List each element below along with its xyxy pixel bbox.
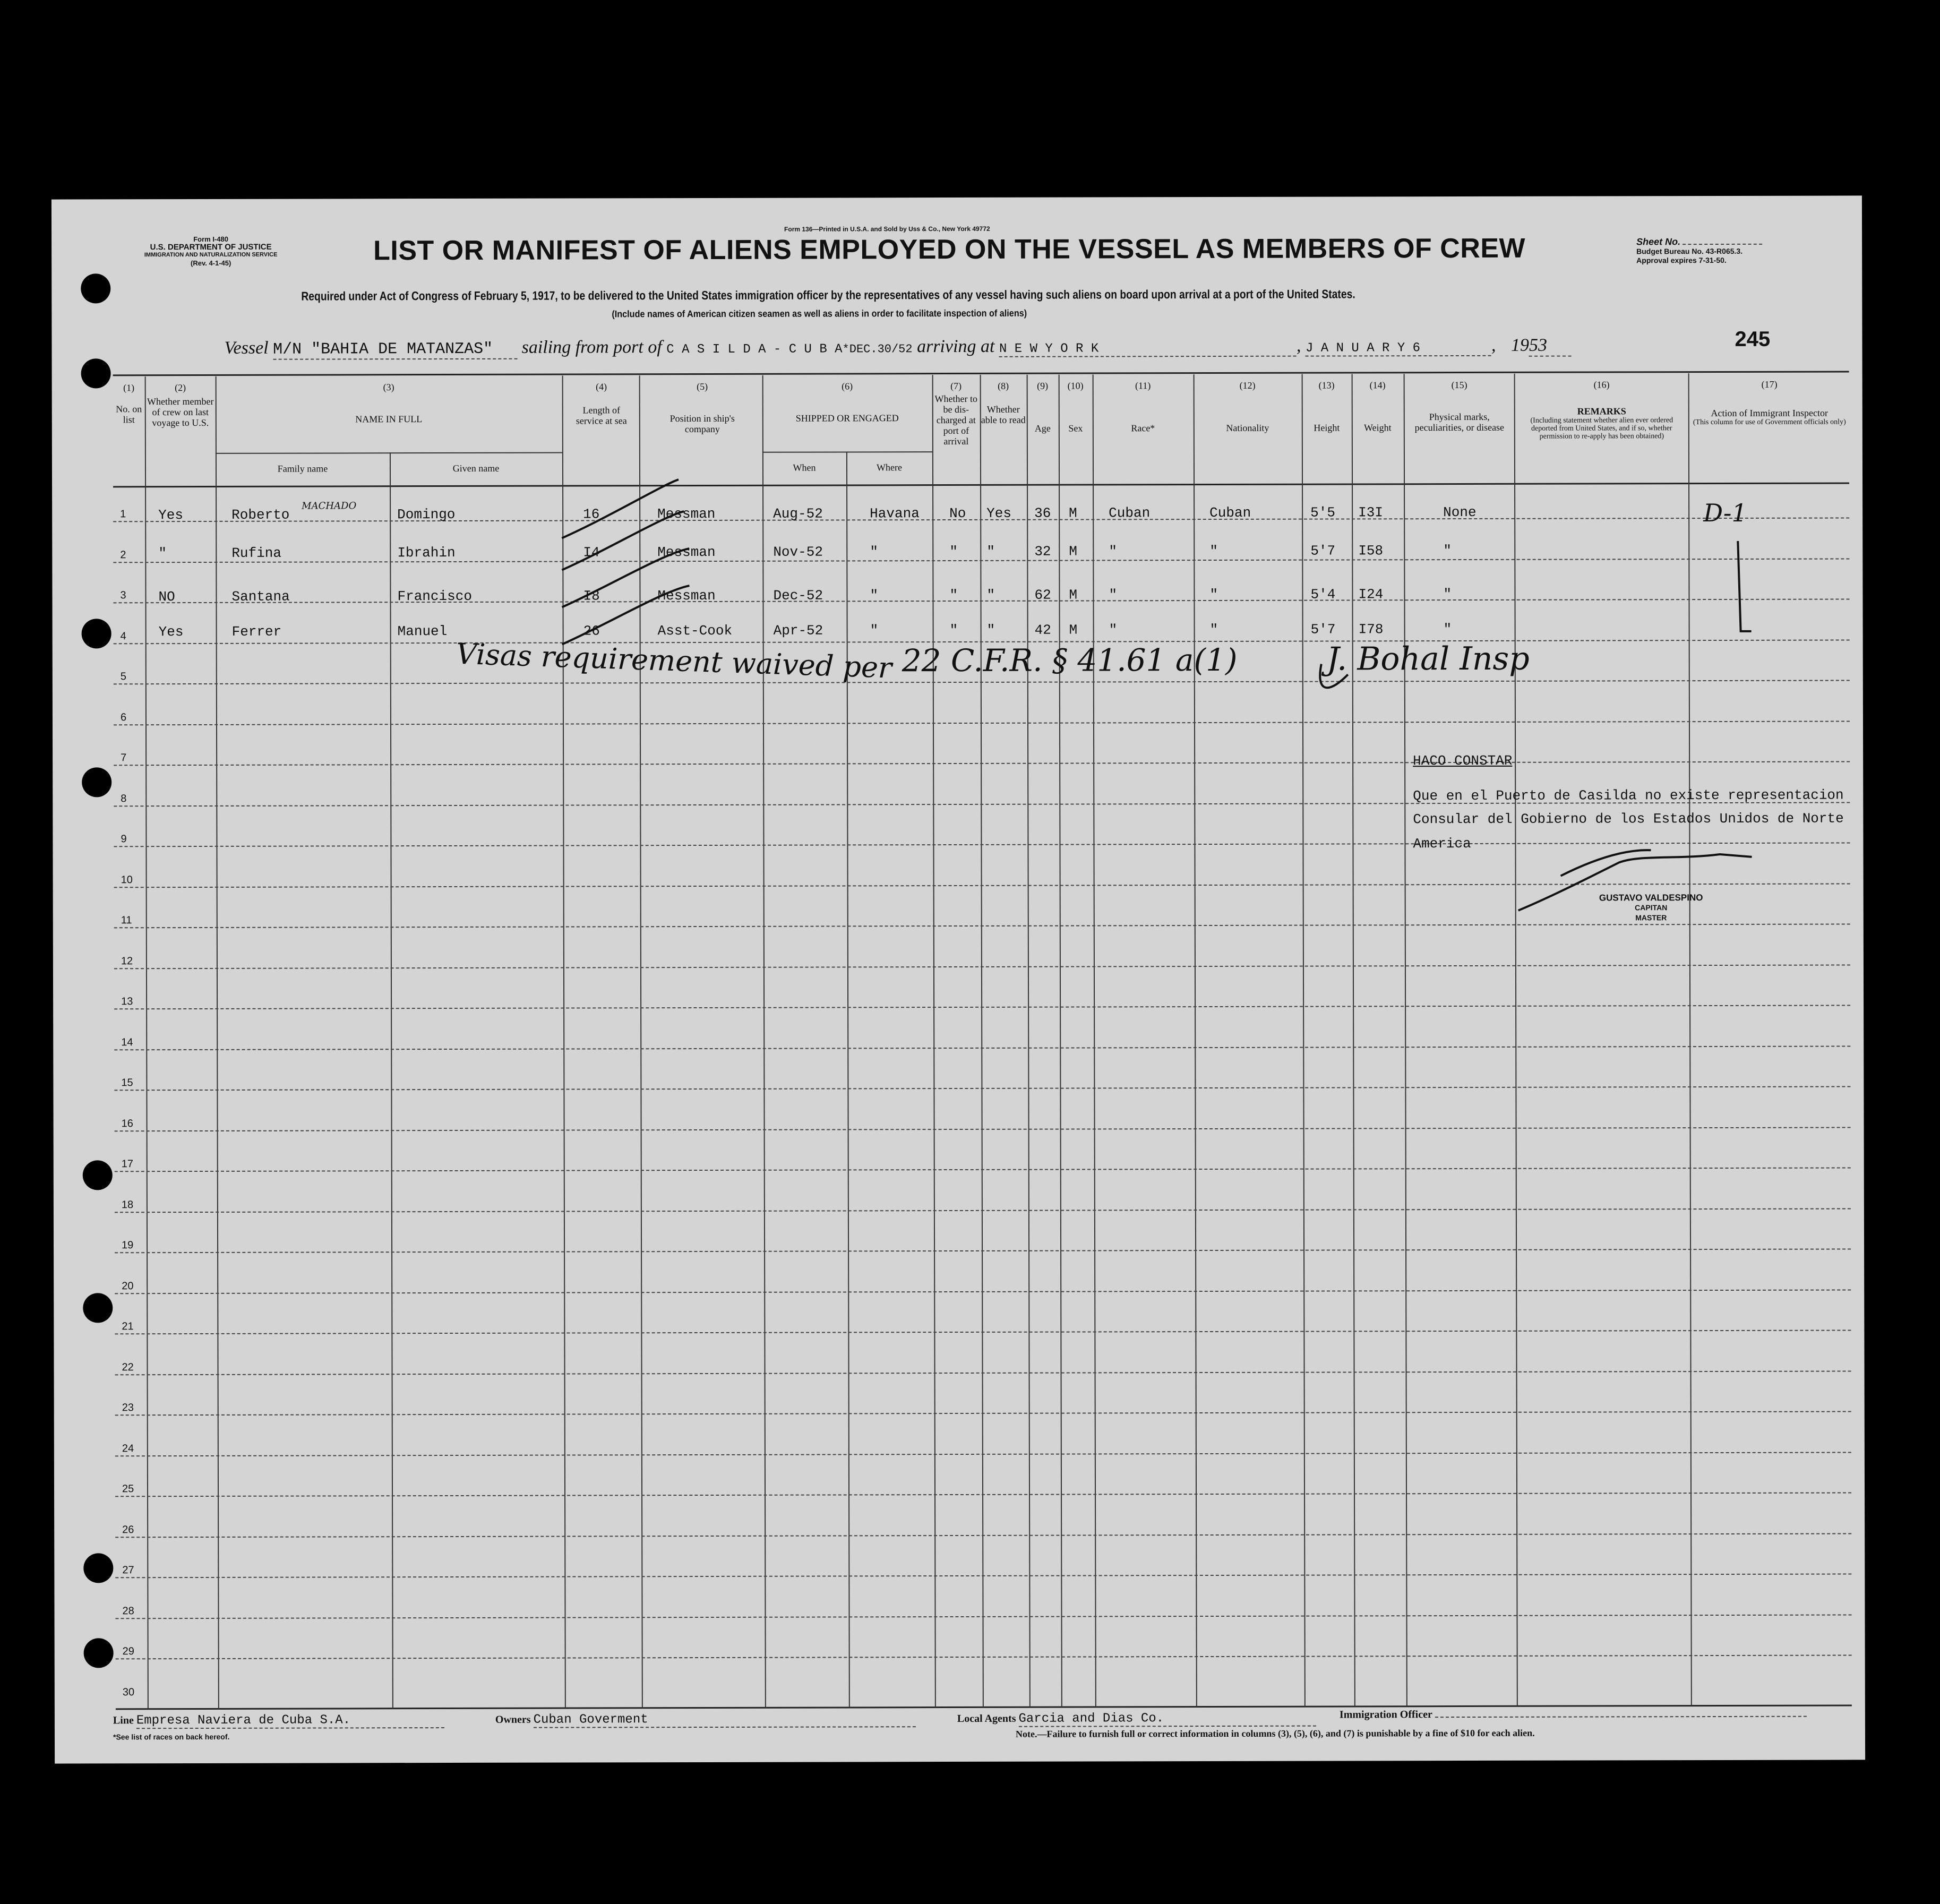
year-prefix: 19 [1510,335,1530,355]
crew-height: 5'4 [1310,586,1336,603]
col-4-header: (4) Length of service at sea [576,381,627,426]
col-9-header: (9) Age [1034,380,1051,434]
officer-label: Immigration Officer [1339,1709,1432,1721]
crew-weight: I58 [1358,543,1384,559]
races-note: *See list of races on back hereof. [113,1732,230,1742]
date-note: *DEC.30/52 [842,342,913,356]
crew-race: " [1109,622,1118,638]
crew-marks: " [1443,586,1452,603]
row-number: 6 [120,711,127,723]
row-number: 17 [121,1158,133,1170]
consular-line-1: Que en el Puerto de Casilda no existe representacion [1413,787,1844,804]
row-number: 10 [121,873,133,886]
where-header: Where [876,462,902,473]
col-15-header: (15) Physical marks, peculiarities, or disease [1414,379,1505,433]
page-number: 245 [1735,327,1771,351]
crew-service: I8 [583,588,600,604]
service: IMMIGRATION AND NATURALIZATION SERVICE [144,251,278,259]
arrival-date: J A N U A R Y 6 [1306,341,1491,357]
arriving-port: N E W Y O R K [999,341,1297,357]
crew-read: " [986,587,995,603]
crew-sex: M [1069,543,1077,560]
row-number: 12 [121,955,133,967]
page-title: LIST OR MANIFEST OF ALIENS EMPLOYED ON THE VESSEL AS MEMBERS OF CREW [373,233,1526,267]
row-number: 9 [121,833,127,845]
crew-nationality: " [1209,621,1218,638]
crew-weight: I24 [1358,586,1384,603]
col-1-header: (1) No. on list [116,382,142,425]
col-6-header: (6) SHIPPED OR ENGAGED [795,381,899,424]
row-number: 27 [122,1564,134,1576]
crew-service: 16 [583,506,600,522]
crew-nationality: Cuban [1209,504,1251,521]
crew-when: Nov-52 [773,544,823,560]
revision: (Rev. 4-1-45) [190,259,231,268]
stamp-title: CAPITAN [1635,903,1668,912]
col-10-header: (10) Sex [1067,380,1084,434]
crew-family: Rufina [231,545,281,561]
crew-age: 42 [1034,622,1051,638]
crew-given: Ibrahin [397,544,456,561]
crew-marks: None [1443,504,1477,521]
crew-race: Cuban [1109,505,1151,521]
crew-race: " [1109,543,1117,560]
waiver-text: Visas requirement waived per [455,637,892,685]
owners-value: Cuban Goverment [534,1712,916,1728]
row-number: 3 [120,589,126,602]
stamp-sub: MASTER [1635,913,1667,922]
crew-marks: " [1443,543,1452,559]
crew-where: " [870,544,878,560]
captain-signature [1518,854,1752,911]
footer-owners-field [495,1712,916,1728]
row-number: 4 [120,630,126,642]
crew-age: 36 [1034,505,1051,521]
manifest-sheet [51,195,1865,1763]
ink-marks [51,195,1865,1763]
crew-age: 32 [1034,543,1051,560]
crew-age: 62 [1034,587,1051,603]
row-number: 19 [122,1239,134,1251]
row-number: 20 [122,1280,134,1292]
crew-family: Ferrer [231,623,282,640]
col-2-header: (2) Whether member of crew on last voyage to U.S. [147,382,214,428]
department: U.S. DEPARTMENT OF JUSTICE [150,242,272,252]
vessel-name: M/N "BAHIA DE MATANZAS" [273,340,517,360]
crew-given: Domingo [397,506,456,523]
crew-where: " [870,622,879,639]
vessel-label: Vessel [224,338,269,358]
crew-when: Apr-52 [773,622,823,639]
crew-weight: I78 [1358,621,1384,638]
include-text: (Include names of American citizen seamen as well as aliens in order to facilitate inspection of aliens) [612,307,1027,320]
consular-line-3: America [1413,835,1471,852]
row-number: 13 [121,996,133,1008]
footer-officer-field [1340,1708,1807,1721]
crew-when: Dec-52 [773,587,823,604]
row-number: 16 [121,1117,133,1129]
sailing-port: C A S I L D A - C U B A [666,342,843,357]
row-number: 7 [121,752,127,764]
crew-sex: M [1069,622,1078,638]
crew-read: " [986,543,995,560]
row-number: 15 [121,1077,133,1089]
row-number: 21 [122,1320,134,1333]
crew-position: Asst-Cook [657,622,733,639]
row-number: 2 [120,548,126,561]
form-number: Form I-480 [193,235,228,244]
year: 53 [1529,336,1572,357]
budget-bureau: Budget Bureau No. 43-R065.3. [1636,246,1743,256]
footer-line-field [113,1713,444,1729]
col-8-header: (8) Whether able to read [981,380,1026,425]
line-label: Line [113,1714,134,1727]
inspector-loop [1320,664,1348,688]
row-number: 24 [122,1442,134,1454]
row-number: 26 [122,1523,134,1536]
action-mark: D-1 [1703,498,1747,528]
crew-read: " [986,622,995,638]
crew-read: Yes [986,505,1012,521]
crew-position: Messman [657,505,716,522]
crew-when: Aug-52 [773,505,823,522]
row-number: 22 [122,1361,134,1373]
service-strike-3 [562,548,689,607]
crew-nationality: " [1209,586,1218,603]
crew-discharged: No [949,505,966,522]
col-12-header: (12) Nationality [1226,380,1269,433]
row-number: 5 [120,671,126,683]
crew-last-voyage: Yes [158,507,184,524]
row-number: 14 [121,1036,133,1048]
row-number: 28 [122,1605,134,1617]
crew-family-note: MACHADO [302,500,357,512]
crew-race: " [1109,587,1118,603]
crew-last-voyage: Yes [158,624,184,640]
crew-service: 26 [583,623,600,639]
service-strike-2 [562,511,684,570]
crew-height: 5'7 [1310,621,1336,638]
agents-value: Garcia and Dias Co. [1018,1711,1316,1727]
col-13-header: (13) Height [1314,380,1340,433]
crew-height: 5'7 [1310,543,1336,559]
action-bracket [1738,541,1751,631]
given-name-header: Given name [452,462,500,474]
row-number: 8 [121,792,127,804]
stamp-name: GUSTAVO VALDESPINO [1599,893,1703,903]
crew-where: Havana [870,505,920,522]
crew-marks: " [1443,621,1452,638]
crew-family: Roberto [231,507,290,523]
row-number: 30 [122,1686,135,1698]
col-11-header: (11) Race* [1131,380,1155,434]
crew-family: Santana [231,588,290,605]
crew-last-voyage: " [158,545,167,562]
sheet-no-label: Sheet No. [1636,236,1681,247]
vessel-line: Vessel M/N "BAHIA DE MATANZAS" sailing from port of C A S I L D A - C U B A*DEC.30/52 arriving at N E W Y O R K , J A N U A R Y 6 , 1953 [224,335,1817,360]
required-text: Required under Act of Congress of February 5, 1917, to be delivered to the United States immigration officer by the representatives of any vessel having such aliens on board upon arrival at a port of the United States. [301,287,1355,303]
col-7-header: (7) Whether to be dis-charged at port of arrival [934,380,977,447]
approval-date: Approval expires 7-31-50. [1636,255,1727,265]
row-number: 18 [121,1198,134,1211]
crew-position: Messman [657,544,716,561]
crew-discharged: " [949,544,958,560]
line-value: Empresa Naviera de Cuba S.A. [136,1713,444,1729]
owners-label: Owners [495,1713,531,1726]
col-14-header: (14) Weight [1364,380,1392,433]
arriving-label: arriving at [917,336,995,357]
crew-sex: M [1069,587,1078,603]
col-5-header: (5) Position in ship's company [669,381,735,435]
crew-given: Manuel [397,623,448,640]
agents-label: Local Agents [957,1712,1016,1725]
col-3-header: (3) NAME IN FULL [355,382,423,425]
captain-signature-stroke [1560,850,1651,876]
service-strike-4 [562,586,689,645]
crew-discharged: " [949,587,958,604]
cfr-citation: 22 C.F.R. § 41.61 a(1) [902,641,1238,679]
service-strike-1 [562,479,679,538]
sailing-label: sailing from port of [521,337,662,357]
crew-height: 5'5 [1310,504,1336,521]
col-16-header: (16) REMARKS (Including statement whether alien ever ordered deported from United States, and if so, whether permission to re-apply has been obtained) [1530,379,1673,441]
consular-line-2: Consular del Gobierno de los Estados Unidos de Norte [1413,810,1844,828]
crew-weight: I3I [1358,504,1384,521]
crew-position: Messman [657,587,716,604]
crew-nationality: " [1209,543,1218,560]
consular-heading: HACO CONSTAR [1413,752,1513,769]
crew-where: " [870,587,879,604]
row-number: 11 [121,914,132,927]
crew-last-voyage: NO [158,589,175,605]
footer-note: Note.—Failure to furnish full or correct information in columns (3), (5), (6), and (7) is punishable by a fine of $10 for each alien. [1015,1727,1535,1739]
crew-given: Francisco [397,588,472,605]
crew-sex: M [1069,505,1077,521]
row-number: 25 [122,1483,134,1495]
row-number: 29 [122,1645,134,1658]
col-17-header: (17) Action of Immigrant Inspector (This column for use of Government officials only) [1693,379,1846,427]
printer-line: Form 136—Printed in U.S.A. and Sold by Uss & Co., New York 49772 [784,225,990,233]
when-header: When [793,462,816,473]
row-number: 1 [120,508,126,520]
crew-service: I4 [583,544,600,561]
inspector-signature: J. Bohal Insp [1326,640,1530,678]
crew-discharged: " [949,622,958,639]
family-name-header: Family name [277,463,328,474]
row-number: 23 [122,1402,134,1414]
footer-agents-field [957,1711,1316,1727]
